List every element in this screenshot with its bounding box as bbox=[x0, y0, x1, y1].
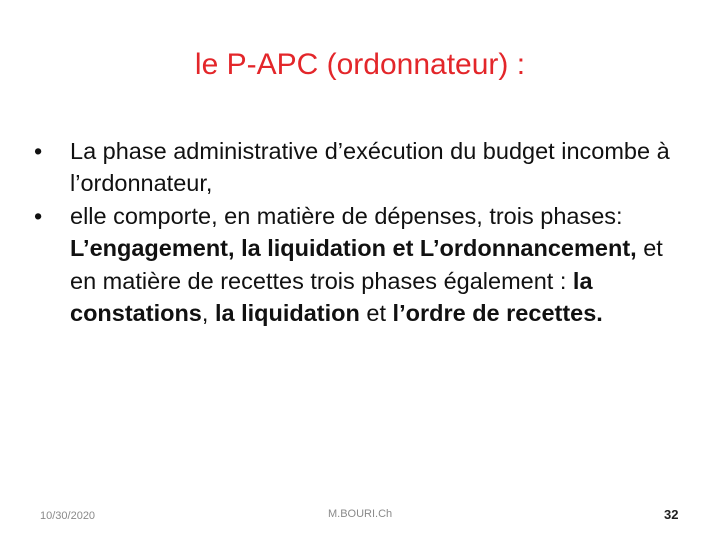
bullet-text: , bbox=[201, 300, 215, 327]
footer-date: 10/30/2020 bbox=[40, 510, 96, 522]
slide-body bbox=[34, 135, 694, 330]
bullet-text-bold: la liquidation bbox=[214, 300, 360, 327]
bullet-item bbox=[34, 135, 694, 200]
bullet-marker: • bbox=[34, 202, 43, 229]
page-number: 32 bbox=[664, 507, 679, 522]
slide-title: le P-APC (ordonnateur) : bbox=[194, 48, 526, 81]
bullet-marker: • bbox=[34, 138, 43, 164]
bullet-text-bold: la constations bbox=[70, 267, 593, 327]
bullet-text: La phase administrative d’exécution du budget incombe à l’ordonnateur, bbox=[70, 138, 670, 197]
bullet-text: elle comporte, en matière de dépenses, trois phases: bbox=[70, 202, 623, 229]
bullet-text-bold: l’ordre de recettes. bbox=[392, 300, 603, 327]
bullet-text: et bbox=[359, 300, 393, 327]
footer-author: M.BOURI.Ch bbox=[328, 508, 393, 520]
bullet-text-bold: L’engagement, la liquidation et L’ordonnancement, bbox=[70, 235, 637, 262]
bullet-item bbox=[34, 200, 694, 330]
bullet-text: et en matière de recettes trois phases également : bbox=[70, 235, 663, 294]
